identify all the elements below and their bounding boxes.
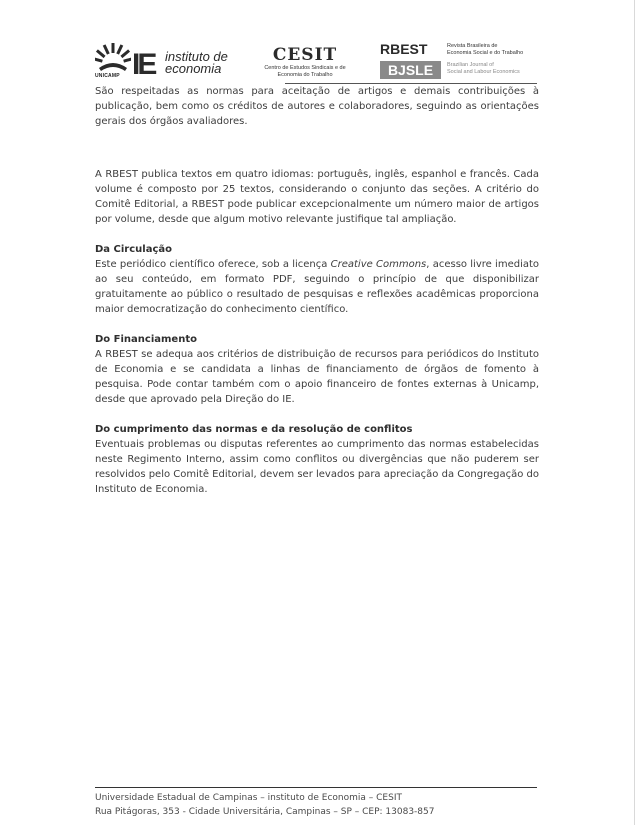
languages-paragraph: A RBEST publica textos em quatro idiomas: português, inglês, espanhol e francês. Cada volume é composto por 25 textos, considerando o conjunto das seções. A critério do Comitê Editorial, a RBEST pode publicar excepcionalmente um número maior de artigos por volume, desde que algum motivo relevante justifique tal ampliação. — [95, 169, 539, 225]
unicamp-label: UNICAMP — [95, 73, 120, 79]
rbest-line1: Revista Brasileira de — [447, 43, 498, 49]
cesit-title: CESIT — [272, 45, 338, 65]
footer-institution: Universidade Estadual de Campinas – instituto de Economia – CESIT — [95, 793, 402, 803]
ie-logo-line1: instituto de — [165, 49, 228, 64]
circulacao-text-before: Este periódico científico oferece, sob a licença — [95, 259, 331, 270]
ie-logo-text — [165, 51, 228, 75]
page-edge — [634, 0, 635, 825]
conflitos-paragraph: Eventuais problemas ou disputas referentes ao cumprimento das normas estabelecidas neste Regimento Interno, assim como conflitos ou divergências que não puderem ser resolvidos pelo Comitê Editorial, devem ser levados para apreciação da Congregação do Instituto de Economia. — [95, 439, 539, 495]
circulacao-heading: Da Circulação — [95, 244, 172, 255]
license-name: Creative Commons — [330, 259, 427, 270]
bjsle-line1: Brazilian Journal of — [447, 62, 494, 68]
bjsle-title: BJSLE — [380, 61, 441, 79]
cesit-line2: Economia do Trabalho — [277, 72, 333, 78]
rbest-line2: Economia Social e do Trabalho — [447, 50, 524, 56]
bjsle-line2: Social and Labour Economics — [447, 69, 520, 75]
intro-paragraph: São respeitadas as normas para aceitação de artigos e demais contribuições à publicação, bem como os créditos de autores e colaboradores, seguindo as orientações gerais dos órgãos avaliadores. — [95, 86, 539, 127]
cesit-line1: Centro de Estudos Sindicais e de — [264, 65, 346, 71]
financiamento-paragraph: A RBEST se adequa aos critérios de distribuição de recursos para periódicos do Instituto de Economia e se candidata a linhas de financiamento de órgãos de fomento à pesquisa. Pode contar também com o apoio financeiro de fontes externas à Unicamp, desde que aprovado pela Direção do IE. — [95, 349, 539, 405]
document-body — [95, 84, 539, 497]
financiamento-heading: Do Financiamento — [95, 334, 197, 345]
letterhead — [95, 40, 540, 85]
rbest-description — [447, 43, 542, 57]
footer-rule — [95, 787, 537, 788]
footer-address: Rua Pitágoras, 353 - Cidade Universitária, Campinas – SP – CEP: 13083-857 — [95, 807, 435, 817]
conflitos-heading: Do cumprimento das normas e da resolução de conflitos — [95, 424, 413, 435]
ie-logo-line2: economia — [165, 61, 222, 76]
circulacao-paragraph — [95, 257, 539, 317]
footer — [95, 791, 537, 819]
bjsle-description — [447, 62, 542, 76]
ie-logo-mark: IE — [132, 48, 155, 81]
cesit-logo — [253, 47, 357, 79]
circulacao-text-after: , acesso livre imediato ao seu conteúdo, em formato PDF, seguindo o princípio de que disponibilizar gratuitamente ao público o resultado de pesquisas e reflexões acadêmicas proporciona maior democratização do conhecimento científico. — [95, 259, 540, 315]
rbest-title: RBEST — [380, 41, 428, 57]
